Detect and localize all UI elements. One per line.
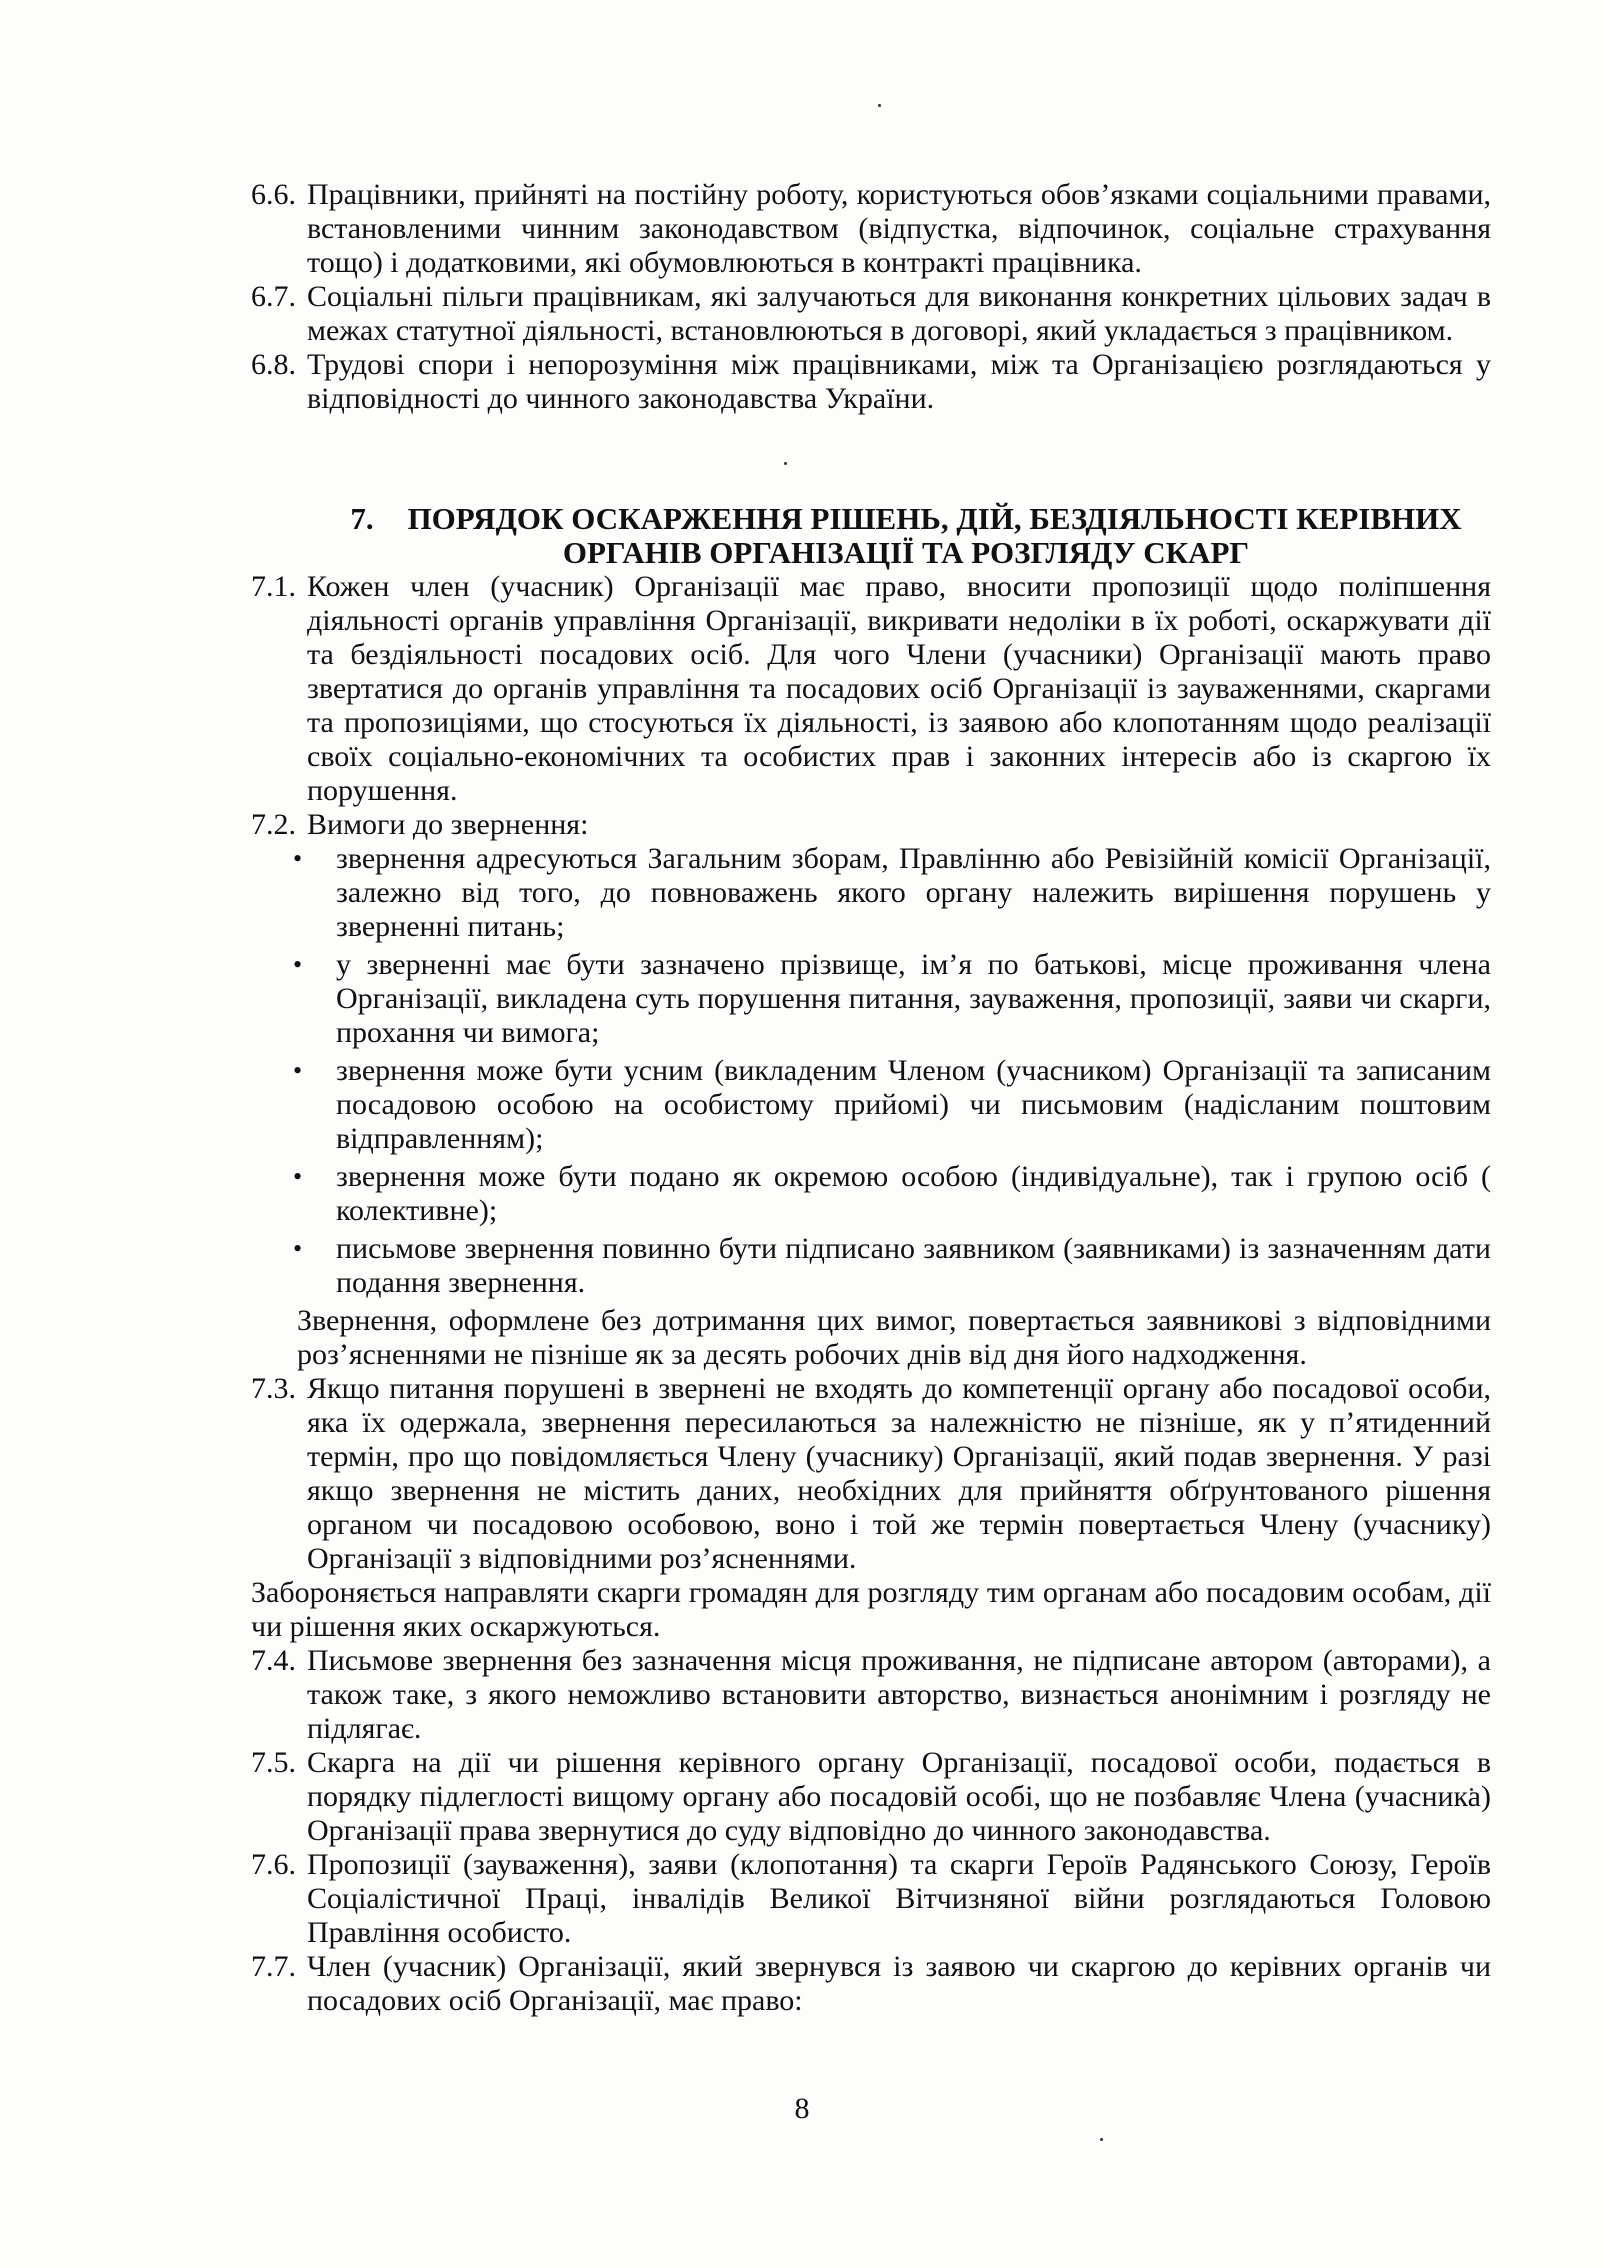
clause-number: 6.8. bbox=[251, 348, 296, 381]
clause-6-8 bbox=[251, 348, 1491, 416]
scan-speck bbox=[1100, 2138, 1103, 2141]
list-item-text: у зверненні має бути зазначено прізвище, ім’я по батькові, місце проживання члена Організації, викладена суть порушення питання, зауваження, пропозиції, заяви чи скарги, прохання чи вимога; bbox=[336, 948, 1491, 1049]
bullet-icon: • bbox=[293, 950, 303, 979]
clause-number: 7.6. bbox=[251, 1848, 296, 1881]
bullet-icon: • bbox=[293, 1056, 303, 1085]
clause-text: Соціальні пільги працівникам, які залучаються для виконання конкретних цільових задач в межах статутної діяльності, встановлюються в договорі, який укладається з працівником. bbox=[307, 280, 1491, 347]
clause-7-1 bbox=[251, 570, 1491, 808]
clause-number: 6.7. bbox=[251, 280, 296, 313]
clause-number: 7.5. bbox=[251, 1746, 296, 1779]
clause-number: 6.6. bbox=[251, 178, 296, 211]
clause-text: Якщо питання порушені в звернені не входять до компетенції органу або посадової особи, яка їх одержала, звернення пересилаються за належністю не пізніше, як у п’ятиденний термін, про що повідомляється Члену (учаснику) Організації, який подав звернення. У разі якщо звернення не містить даних, необхідних для прийняття обґрунтованого рішення органом чи посадовою особовою, воно і той же термін повертається Члену (учаснику) Організації з відповідними роз’ясненнями. bbox=[307, 1372, 1491, 1575]
clause-number: 7.1. bbox=[251, 570, 296, 603]
list-item-text: звернення може бути усним (викладеним Членом (учасником) Організації та записаним посадовою особою на особистому прийомі) чи письмовим (надісланим поштовим відправленням); bbox=[336, 1054, 1491, 1155]
list-item-text: звернення адресуються Загальним зборам, Правлінню або Ревізійній комісії Організації, залежно від того, до повноважень якого органу належить вирішення порушень у зверненні питань; bbox=[336, 842, 1491, 943]
clause-6-6 bbox=[251, 178, 1491, 280]
section-spacer bbox=[251, 416, 1491, 502]
scan-speck bbox=[878, 104, 881, 107]
clause-text: Член (учасник) Організації, який звернувся із заявою чи скаргою до керівних органів чи посадових осіб Організації, має право: bbox=[307, 1950, 1491, 2017]
section-title-part-1: ПОРЯДОК ОСКАРЖЕННЯ РІШЕНЬ, ДІЙ, БЕЗДІЯЛЬНОСТІ КЕРІВНИХ bbox=[407, 501, 1462, 536]
clause-text: Письмове звернення без зазначення місця проживання, не підписане автором (авторами), а також таке, з якого неможливо встановити авторство, визнається анонімним і розгляду не підлягає. bbox=[307, 1644, 1491, 1745]
clause-text: Працівники, прийняті на постійну роботу, користуються обов’язками соціальними правами, встановленими чинним законодавством (відпустка, відпочинок, соціальне страхування тощо) і додатковими, які обумовлюються в контракті працівника. bbox=[307, 178, 1491, 279]
page-number: 8 bbox=[794, 2092, 810, 2125]
clause-7-6 bbox=[251, 1848, 1491, 1950]
clause-number: 7.7. bbox=[251, 1950, 296, 1983]
requirements-note: Звернення, оформлене без дотримання цих вимог, повертається заявникові з відповідними роз’ясненнями не пізніше як за десять робочих днів від дня його надходження. bbox=[297, 1304, 1491, 1371]
clause-text: Скарга на дії чи рішення керівного органу Організації, посадової особи, подається в порядку підлеглості вищому органу або посадовій особі, що не позбавляє Члена (учасника) Організації права звернутися до суду відповідно до чинного законодавства. bbox=[307, 1746, 1491, 1847]
clause-text: Кожен член (учасник) Організації має право, вносити пропозиції щодо поліпшення діяльності органів управління Організації, викривати недоліки в їх роботі, оскаржувати дії та бездіяльності посадових осіб. Для чого Члени (учасники) Організації мають право звертатися до органів управління та посадових осіб Організації із зауваженнями, скаргами та пропозиціями, що стосуються їх діяльності, із заявою або клопотанням щодо реалізації своїх соціально-економічних та особистих прав і законних інтересів або із скаргою їх порушення. bbox=[307, 570, 1491, 807]
bullet-icon: • bbox=[293, 1162, 303, 1191]
bullet-icon: • bbox=[293, 844, 303, 873]
list-item bbox=[293, 842, 1491, 944]
list-item bbox=[293, 1054, 1491, 1156]
clause-text: Трудові спори і непорозуміння між працівниками, між та Організацією розглядаються у відповідності до чинного законодавства України. bbox=[307, 348, 1491, 415]
clause-text: Вимоги до звернення: bbox=[307, 808, 589, 841]
list-item-text: звернення може бути подано як окремою особою (індивідуальне), так і групою осіб ( колективне); bbox=[336, 1160, 1491, 1227]
clause-7-3 bbox=[251, 1372, 1491, 1576]
section-7-heading bbox=[321, 502, 1491, 570]
list-item bbox=[293, 1160, 1491, 1228]
clause-7-2 bbox=[251, 808, 1491, 842]
document-body bbox=[251, 178, 1491, 2018]
clause-7-4 bbox=[251, 1644, 1491, 1746]
list-item bbox=[293, 948, 1491, 1050]
clause-number: 7.4. bbox=[251, 1644, 296, 1677]
list-item bbox=[293, 1232, 1491, 1300]
section-heading-line-1 bbox=[321, 502, 1491, 536]
clause-7-5 bbox=[251, 1746, 1491, 1848]
prohibition-paragraph: Забороняється направляти скарги громадян для розгляду тим органам або посадовим особам, дії чи рішення яких оскаржуються. bbox=[251, 1576, 1491, 1643]
requirements-list bbox=[251, 842, 1491, 1300]
section-title-part-2: ОРГАНІВ ОРГАНІЗАЦІЇ ТА РОЗГЛЯДУ СКАРГ bbox=[562, 535, 1250, 570]
bullet-icon: • bbox=[293, 1234, 303, 1263]
list-item-text: письмове звернення повинно бути підписано заявником (заявниками) із зазначенням дати подання звернення. bbox=[336, 1232, 1491, 1299]
clause-number: 7.3. bbox=[251, 1372, 296, 1405]
clause-7-7 bbox=[251, 1950, 1491, 2018]
clause-text: Пропозиції (зауваження), заяви (клопотання) та скарги Героїв Радянського Союзу, Героїв Соціалістичної Праці, інвалідів Великої Вітчизняної війни розглядаються Головою Правління особисто. bbox=[307, 1848, 1491, 1949]
clause-6-7 bbox=[251, 280, 1491, 348]
clause-number: 7.2. bbox=[251, 808, 296, 841]
section-number: 7. bbox=[350, 501, 374, 536]
